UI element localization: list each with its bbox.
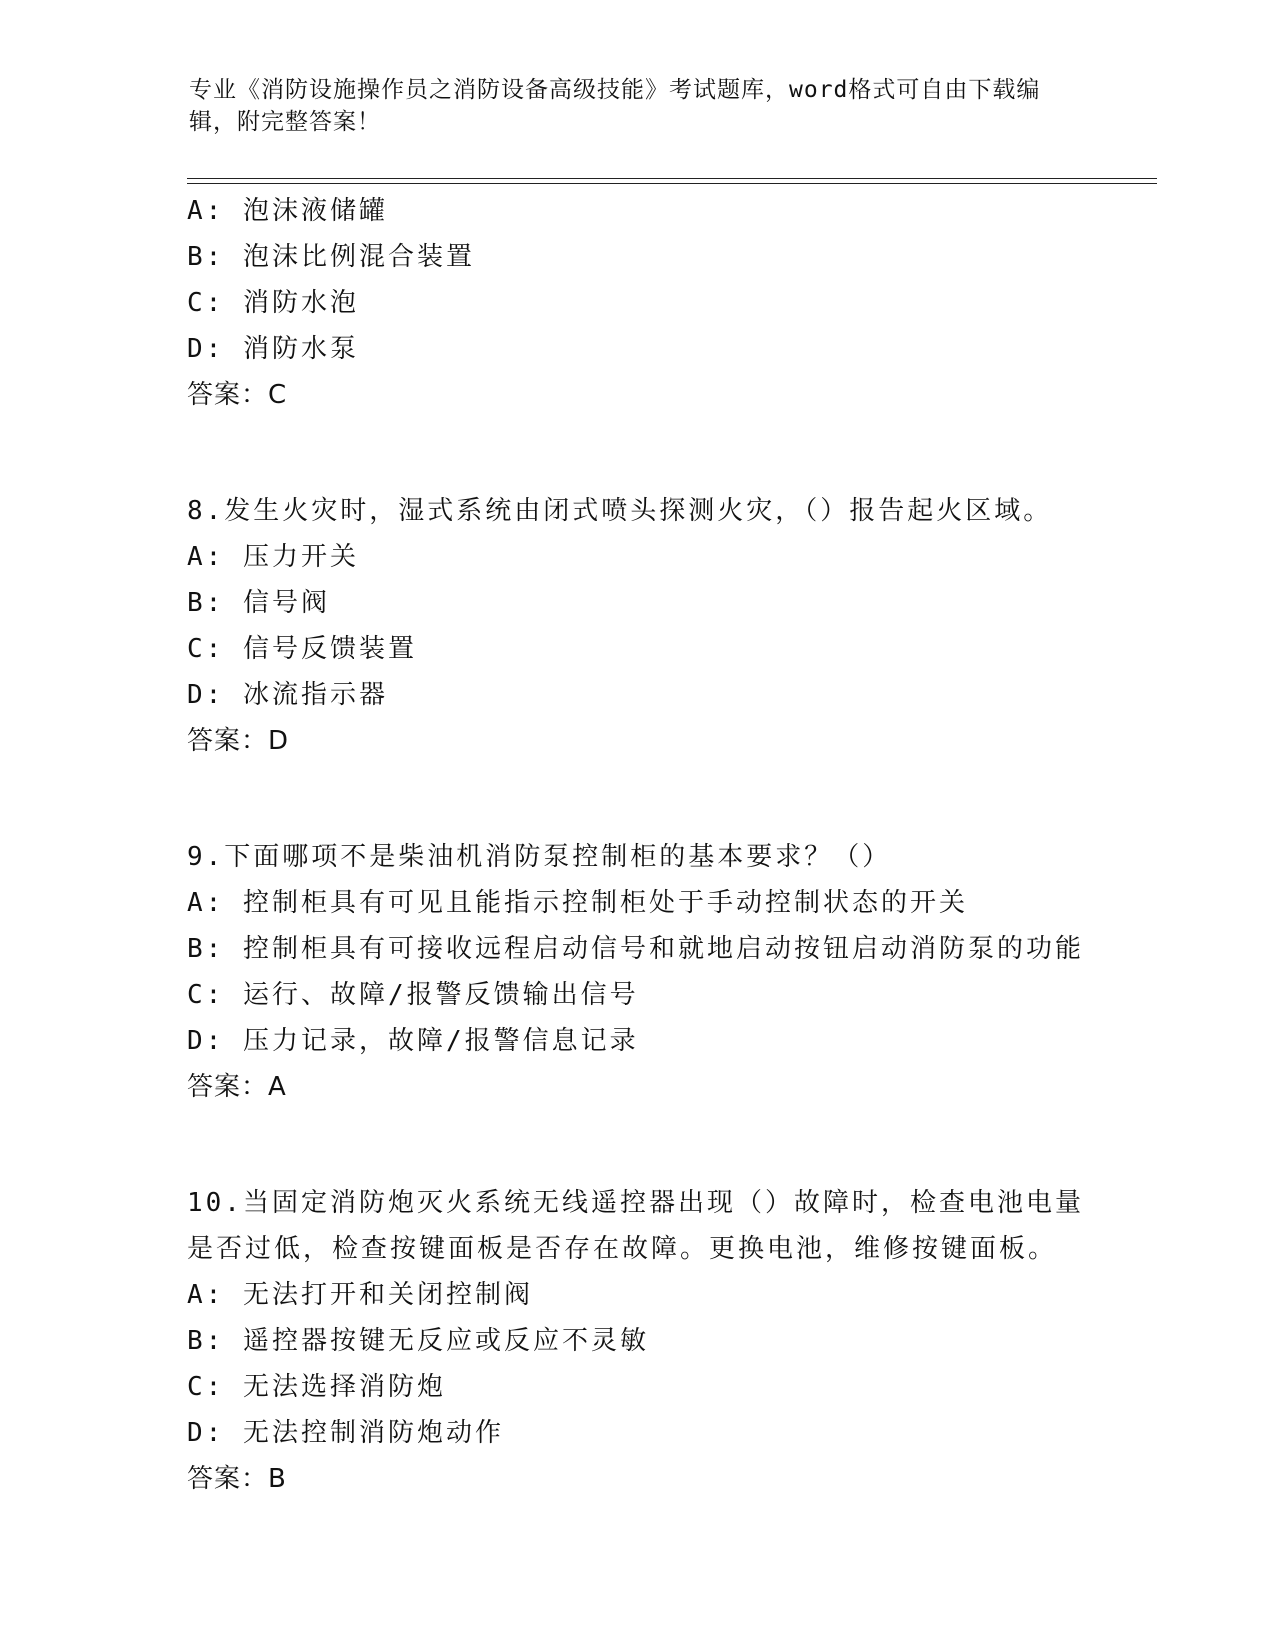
question-stem-line-2: 是否过低，检查按键面板是否存在故障。更换电池，维修按键面板。 bbox=[187, 1234, 1058, 1264]
option-b: B: 控制柜具有可接收远程启动信号和就地启动按钮启动消防泵的功能 bbox=[187, 934, 1084, 964]
option-b: B: 信号阀 bbox=[187, 588, 330, 618]
option-c: C: 无法选择消防炮 bbox=[187, 1372, 446, 1402]
option-d: D: 压力记录，故障/报警信息记录 bbox=[187, 1026, 639, 1056]
answer: 答案：C bbox=[187, 380, 288, 410]
spacer bbox=[187, 1110, 1187, 1180]
question-block-previous bbox=[187, 188, 1187, 418]
option-b: B: 遥控器按键无反应或反应不灵敏 bbox=[187, 1326, 649, 1356]
option-a: A: 控制柜具有可见且能指示控制柜处于手动控制状态的开关 bbox=[187, 888, 968, 918]
option-d: D: 冰流指示器 bbox=[187, 680, 388, 710]
header-divider-top bbox=[187, 178, 1157, 179]
option-a: A: 无法打开和关闭控制阀 bbox=[187, 1280, 533, 1310]
answer: 答案：A bbox=[187, 1072, 287, 1102]
question-8 bbox=[187, 488, 1187, 764]
option-b: B: 泡沫比例混合装置 bbox=[187, 242, 475, 272]
option-a: A: 压力开关 bbox=[187, 542, 359, 572]
question-list bbox=[187, 188, 1187, 1502]
spacer bbox=[187, 418, 1187, 488]
spacer bbox=[187, 764, 1187, 834]
question-10 bbox=[187, 1180, 1187, 1502]
question-stem-line-1: 10.当固定消防炮灭火系统无线遥控器出现（）故障时，检查电池电量 bbox=[187, 1188, 1084, 1218]
header-line-1: 专业《消防设施操作员之消防设备高级技能》考试题库，word格式可自由下载编 bbox=[189, 77, 1041, 103]
header-divider-bottom bbox=[187, 183, 1157, 184]
answer: 答案：D bbox=[187, 726, 290, 756]
header-line-2: 辑，附完整答案！ bbox=[189, 109, 381, 135]
option-c: C: 信号反馈装置 bbox=[187, 634, 417, 664]
question-stem: 8.发生火灾时，湿式系统由闭式喷头探测火灾，（）报告起火区域。 bbox=[187, 496, 1053, 526]
answer: 答案：B bbox=[187, 1464, 287, 1494]
option-c: C: 消防水泡 bbox=[187, 288, 359, 318]
option-d: D: 无法控制消防炮动作 bbox=[187, 1418, 504, 1448]
option-c: C: 运行、故障/报警反馈输出信号 bbox=[187, 980, 639, 1010]
question-9 bbox=[187, 834, 1187, 1110]
option-a: A: 泡沫液储罐 bbox=[187, 196, 388, 226]
question-stem: 9.下面哪项不是柴油机消防泵控制柜的基本要求？（） bbox=[187, 842, 892, 872]
document-header bbox=[189, 74, 1089, 138]
option-d: D: 消防水泵 bbox=[187, 334, 359, 364]
